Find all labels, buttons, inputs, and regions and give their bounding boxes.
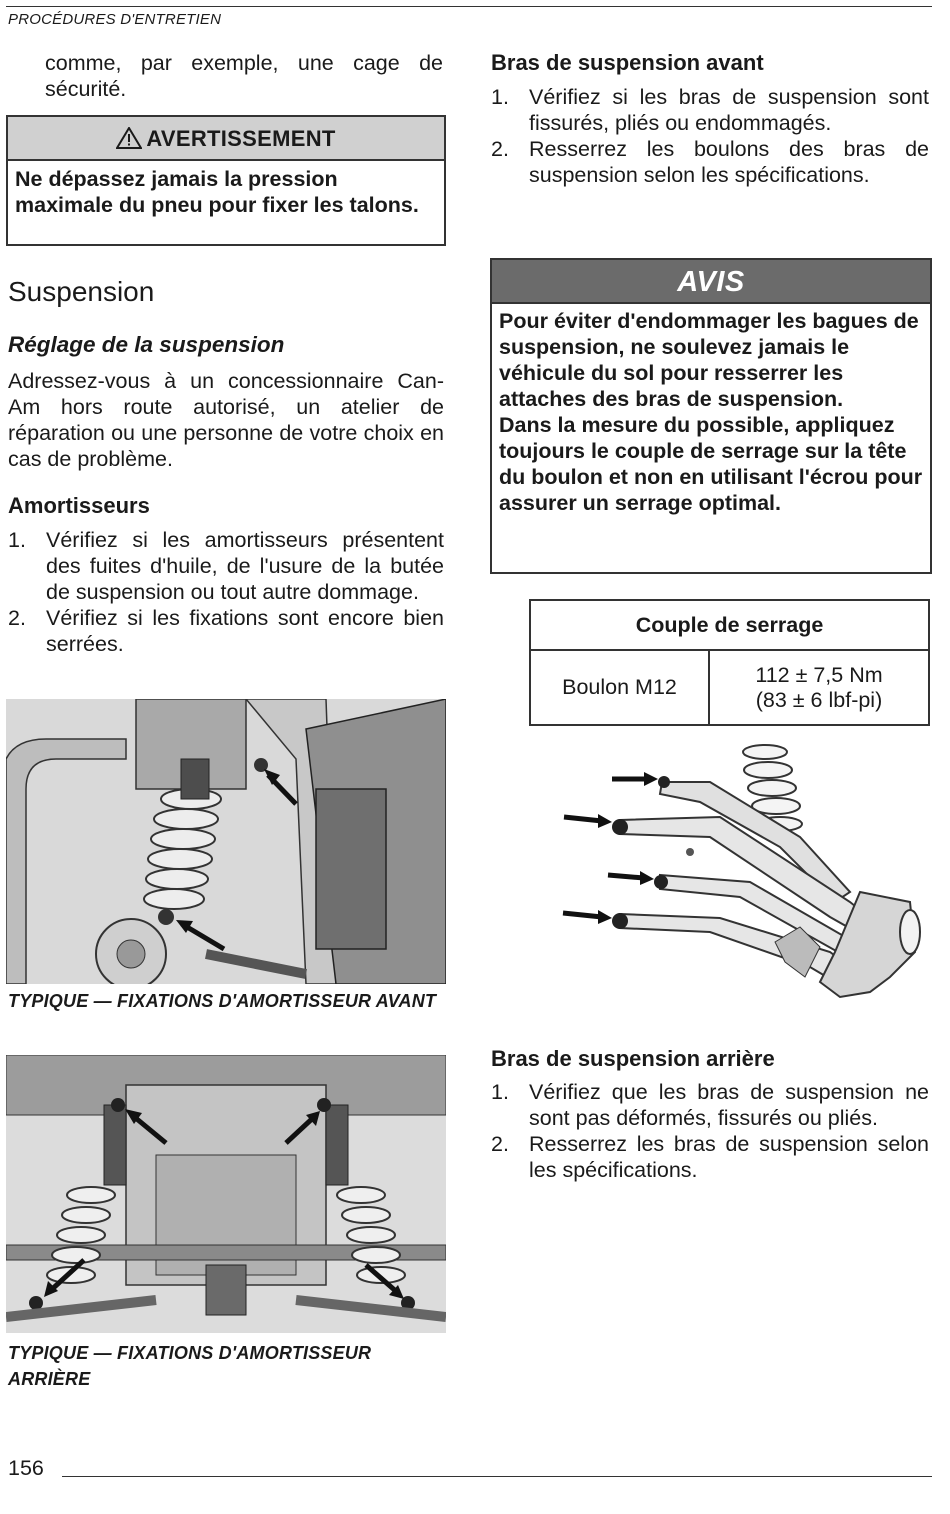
front-shock-drawing bbox=[6, 699, 446, 984]
page-number: 156 bbox=[8, 1456, 44, 1480]
notice-text bbox=[492, 304, 930, 520]
warning-title: AVERTISSEMENT bbox=[146, 126, 336, 151]
notice-title: AVIS bbox=[492, 260, 930, 304]
rear-arms-title: Bras de suspension arrière bbox=[491, 1046, 775, 1071]
warning-box bbox=[6, 115, 446, 246]
warning-header bbox=[8, 117, 444, 161]
list-item: 2. Resserrez les boulons des bras de suspension selon les spécifications. bbox=[491, 137, 929, 187]
running-header: PROCÉDURES D'ENTRETIEN bbox=[8, 11, 222, 28]
warning-text: Ne dépassez jamais la pression maximale du pneu pour fixer les talons. bbox=[15, 167, 419, 217]
warning-triangle-icon bbox=[116, 127, 142, 149]
torque-value-metric: 112 ± 7,5 Nm bbox=[755, 662, 883, 687]
list-item: 1. Vérifiez si les bras de suspension sont fissurés, pliés ou endommagés. bbox=[491, 85, 929, 135]
notice-paragraph-1: Pour éviter d'endommager les bagues de suspension, ne soulevez jamais le véhicule du sol pour resserrer les attaches des bras de suspension. bbox=[499, 309, 919, 411]
header-rule bbox=[6, 6, 932, 7]
list-item: 1. Vérifiez que les bras de suspension ne sont pas déformés, fissurés ou pliés. bbox=[491, 1080, 929, 1130]
shocks-list bbox=[8, 527, 444, 657]
front-arms-list bbox=[491, 84, 929, 188]
torque-table-cell-value bbox=[709, 650, 929, 725]
notice-paragraph-2: Dans la mesure du possible, appliquez toujours le couple de serrage sur la tête du boulon et non en utilisant l'écrou pour assurer un serrage optimal. bbox=[499, 413, 923, 515]
list-item: 1. Vérifiez si les amortisseurs présentent des fuites d'huile, de l'usure de la butée de suspension ou tout autre dommage. bbox=[8, 528, 444, 604]
section-title: Suspension bbox=[8, 276, 155, 307]
footer-rule bbox=[62, 1476, 932, 1477]
notice-box bbox=[490, 258, 932, 574]
list-item: 2. Resserrez les bras de suspension selon les spécifications. bbox=[491, 1132, 929, 1182]
torque-table-cell-label: Boulon M12 bbox=[530, 650, 709, 725]
front-arms-drawing bbox=[560, 742, 935, 1020]
torque-value-imperial: (83 ± 6 lbf-pi) bbox=[755, 687, 883, 712]
torque-table-header: Couple de serrage bbox=[530, 600, 929, 650]
front-arms-title: Bras de suspension avant bbox=[491, 50, 764, 75]
rear-arms-list bbox=[491, 1079, 929, 1183]
shocks-title: Amortisseurs bbox=[8, 493, 150, 518]
figure-caption-rear: TYPIQUE — FIXATIONS D'AMORTISSEUR ARRIÈRE bbox=[8, 1343, 372, 1389]
subsection-title: Réglage de la suspension bbox=[8, 332, 285, 357]
torque-table bbox=[529, 599, 930, 726]
front-shock-illustration bbox=[6, 699, 446, 984]
list-item: 2. Vérifiez si les fixations sont encore bien serrées. bbox=[8, 606, 444, 656]
intro-paragraph: comme, par exemple, une cage de sécurité. bbox=[45, 51, 443, 101]
subsection-paragraph: Adressez-vous à un concessionnaire Can-Am hors route autorisé, un atelier de réparation ou une personne de votre choix en cas de problème. bbox=[8, 369, 444, 471]
rear-shock-drawing bbox=[6, 1055, 446, 1333]
rear-shock-illustration bbox=[6, 1055, 446, 1333]
figure-caption-front: TYPIQUE — FIXATIONS D'AMORTISSEUR AVANT bbox=[8, 991, 437, 1011]
front-arms-illustration bbox=[560, 742, 935, 1020]
